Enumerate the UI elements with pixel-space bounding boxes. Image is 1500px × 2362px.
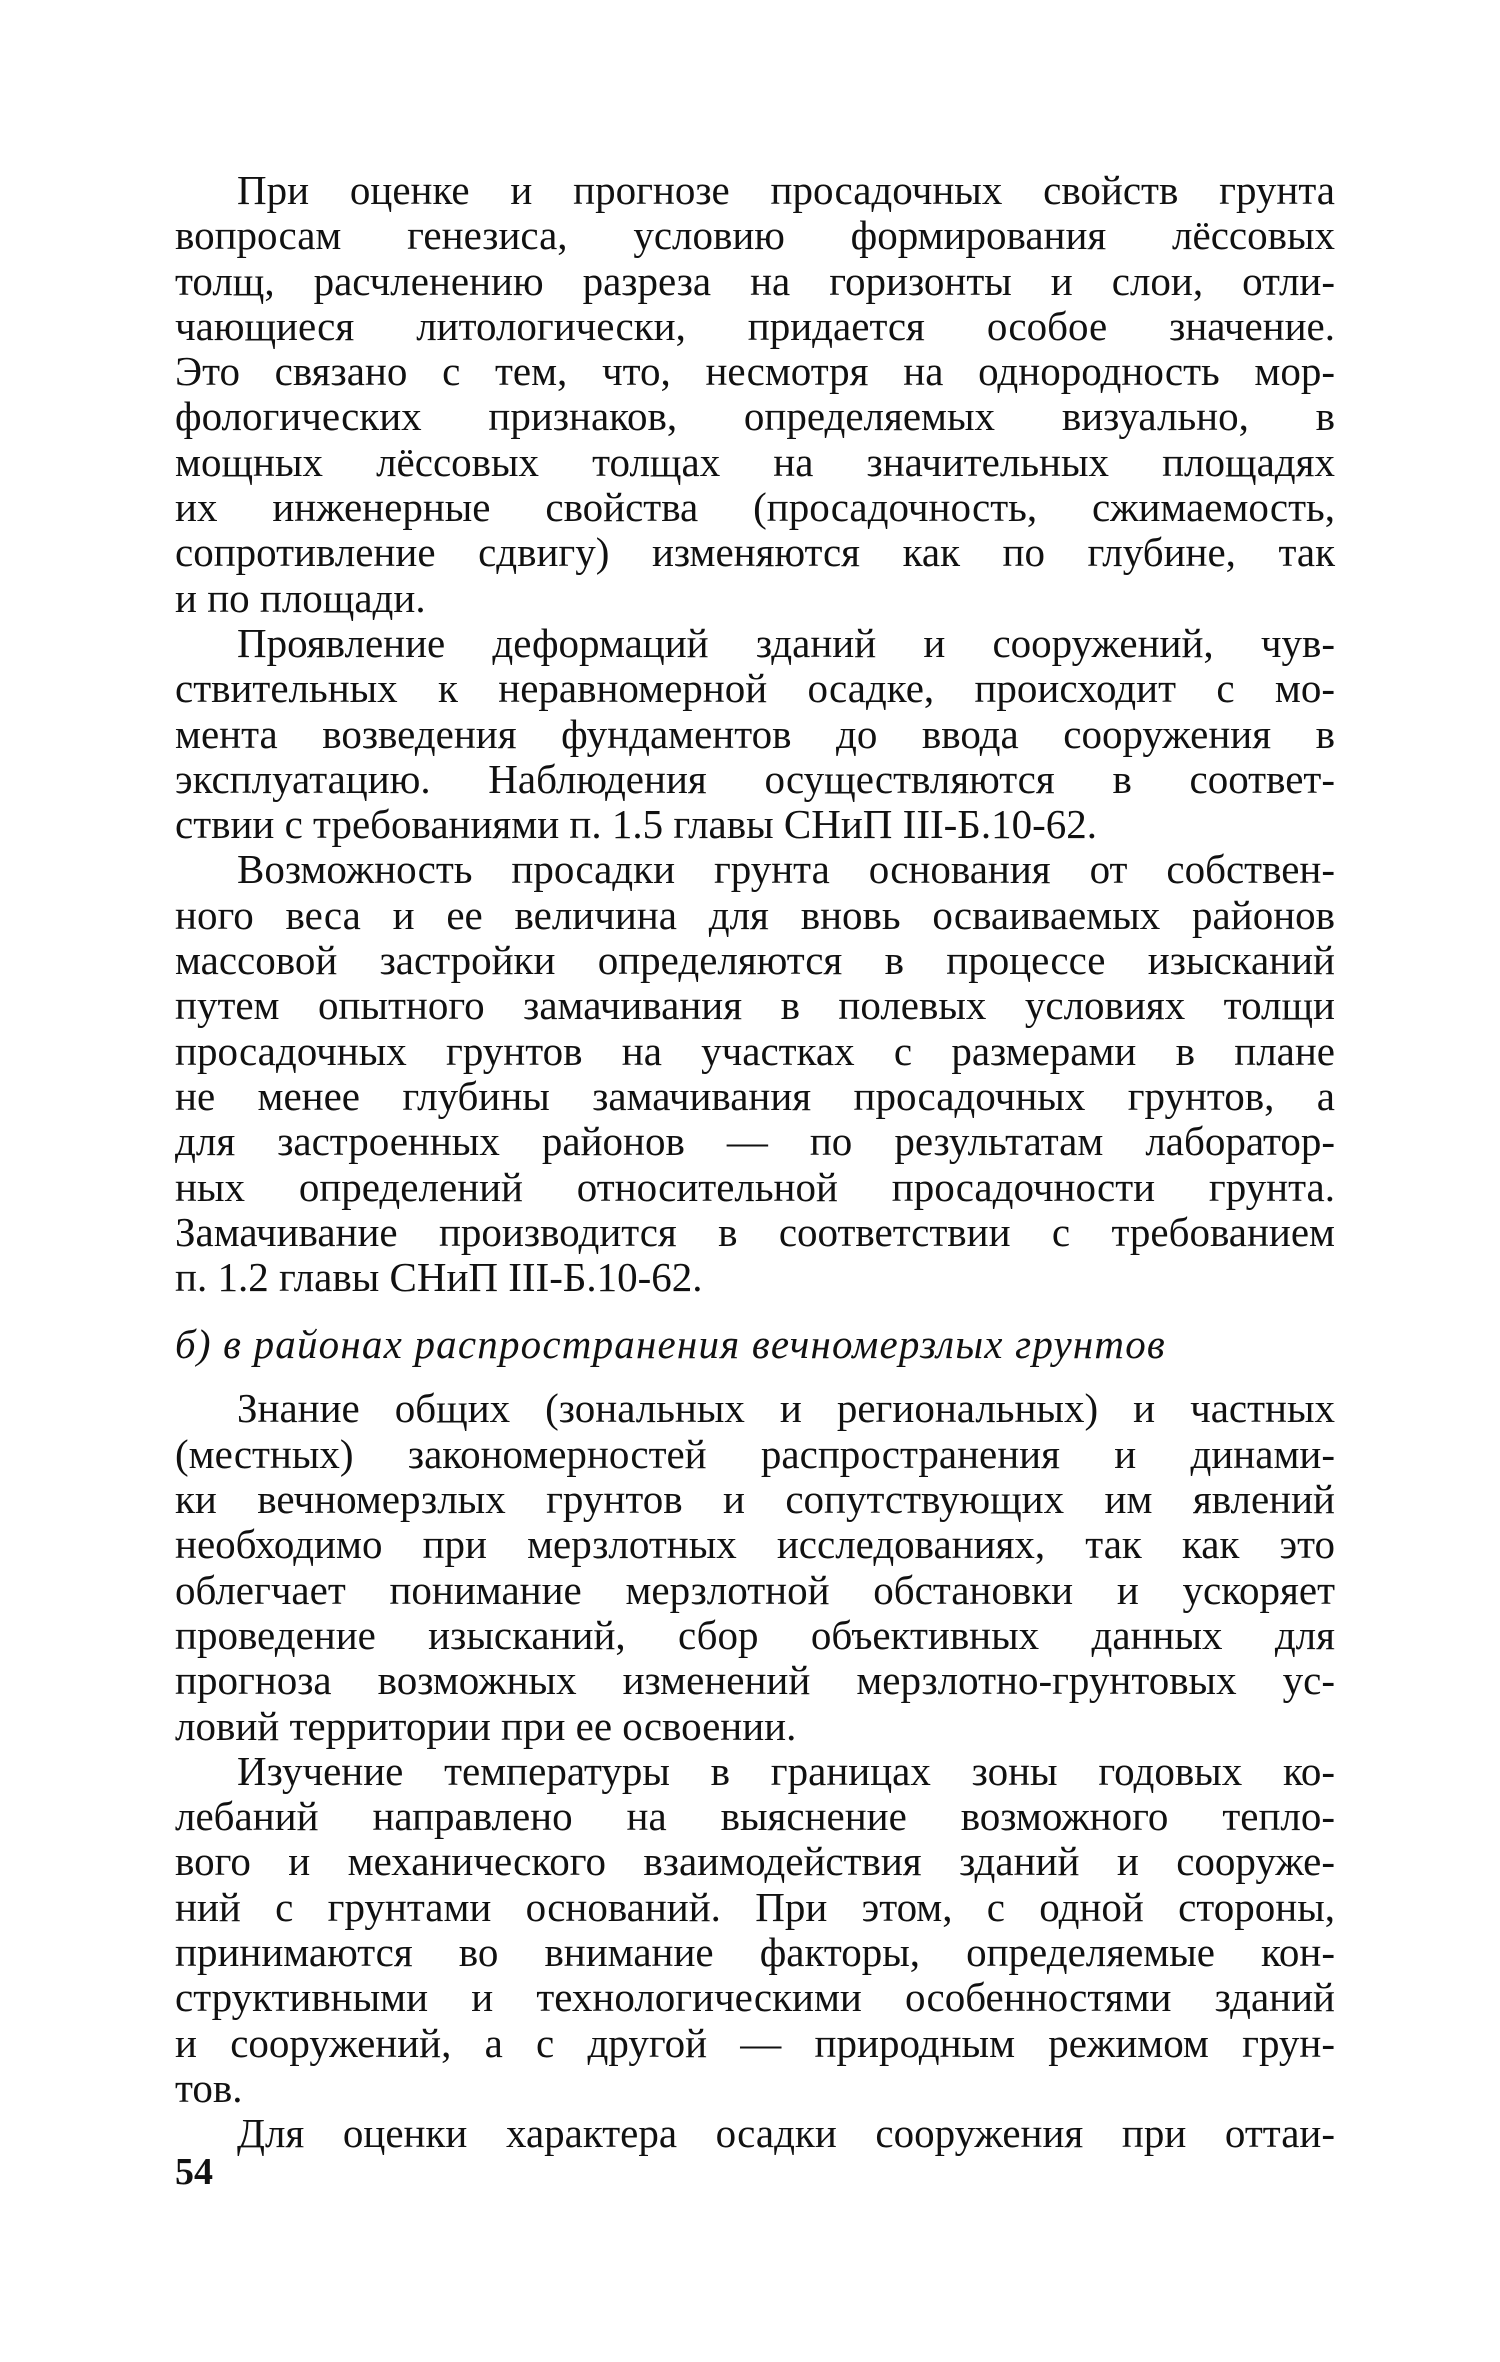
text-line: ки вечномерзлых грунтов и сопутствующих им явлений: [175, 1476, 1335, 1523]
paragraph: [175, 1386, 1335, 1748]
text-line: (местных) закономерностей распространения и динами-: [175, 1430, 1335, 1477]
text-line: массовой застройки определяются в процессе изысканий: [175, 937, 1335, 984]
text-line: ний с грунтами оснований. При этом, с одной стороны,: [175, 1883, 1335, 1930]
text-line: ствительных к неравномерной осадке, происходит с мо-: [175, 665, 1335, 712]
paragraph: [175, 2111, 1335, 2156]
section-heading: б) в районах распространения вечномерзлых грунтов: [175, 1321, 1166, 1368]
text-line: прогноза возможных изменений мерзлотно-грунтовых ус-: [175, 1657, 1335, 1704]
text-line: сопротивление сдвигу) изменяются как по глубине, так: [175, 529, 1335, 576]
text-line: мощных лёссовых толщах на значительных площадях: [175, 438, 1335, 485]
text-line: вого и механического взаимодействия зданий и сооруже-: [175, 1838, 1335, 1885]
text-line: эксплуатацию. Наблюдения осуществляются в соответ-: [175, 755, 1335, 802]
paragraph: [175, 168, 1335, 621]
text-line: ных определений относительной просадочности грунта.: [175, 1163, 1335, 1210]
text-line: их инженерные свойства (просадочность, сжимаемость,: [175, 484, 1335, 531]
text-line: вопросам генезиса, условию формирования лёссовых: [175, 212, 1335, 259]
text-line: Изучение температуры в границах зоны годовых ко-: [237, 1747, 1335, 1794]
text-line: чающиеся литологически, придается особое значение.: [175, 302, 1335, 349]
text-line: толщ, расчленению разреза на горизонты и слои, отли-: [175, 257, 1335, 304]
text-line: и сооружений, а с другой — природным режимом грун-: [175, 2019, 1335, 2066]
text-line: фологических признаков, определяемых визуально, в: [175, 393, 1335, 440]
text-line: для застроенных районов — по результатам лаборатор-: [175, 1118, 1335, 1165]
text-line: п. 1.2 главы СНиП III-Б.10-62.: [175, 1254, 703, 1301]
text-line: структивными и технологическими особенностями зданий: [175, 1974, 1335, 2021]
text-line: тов.: [175, 2064, 243, 2111]
text-line: путем опытного замачивания в полевых условиях толщи: [175, 982, 1335, 1029]
text-line: ствии с требованиями п. 1.5 главы СНиП III-Б.10-62.: [175, 801, 1097, 848]
text-line: мента возведения фундаментов до ввода сооружения в: [175, 710, 1335, 757]
text-line: облегчает понимание мерзлотной обстановки и ускоряет: [175, 1566, 1335, 1613]
text-line: ного веса и ее величина для вновь осваиваемых районов: [175, 891, 1335, 938]
page-number: 54: [175, 2151, 213, 2193]
text-line: Для оценки характера осадки сооружения при оттаи-: [237, 2110, 1335, 2157]
text-line: просадочных грунтов на участках с размерами в плане: [175, 1027, 1335, 1074]
text-line: Возможность просадки грунта основания от собствен-: [237, 846, 1335, 893]
text-line: лебаний направлено на выяснение возможного тепло-: [175, 1793, 1335, 1840]
paragraph: [175, 621, 1335, 847]
text-line: принимаются во внимание факторы, определяемые кон-: [175, 1928, 1335, 1975]
text-line: Знание общих (зональных и региональных) и частных: [237, 1385, 1335, 1432]
text-line: необходимо при мерзлотных исследованиях, так как это: [175, 1521, 1335, 1568]
page-text: [175, 168, 1335, 2156]
paragraph: [175, 1749, 1335, 2111]
text-line: ловий территории при ее освоении.: [175, 1702, 797, 1749]
text-line: Замачивание производится в соответствии с требованием: [175, 1208, 1335, 1255]
text-line: При оценке и прогнозе просадочных свойств грунта: [237, 167, 1335, 213]
text-line: и по площади.: [175, 574, 426, 621]
text-line: проведение изысканий, сбор объективных данных для: [175, 1611, 1335, 1658]
paragraph: [175, 847, 1335, 1300]
text-line: не менее глубины замачивания просадочных грунтов, а: [175, 1072, 1335, 1119]
text-line: Проявление деформаций зданий и сооружений, чув-: [237, 619, 1335, 666]
text-line: Это связано с тем, что, несмотря на однородность мор-: [175, 348, 1335, 395]
